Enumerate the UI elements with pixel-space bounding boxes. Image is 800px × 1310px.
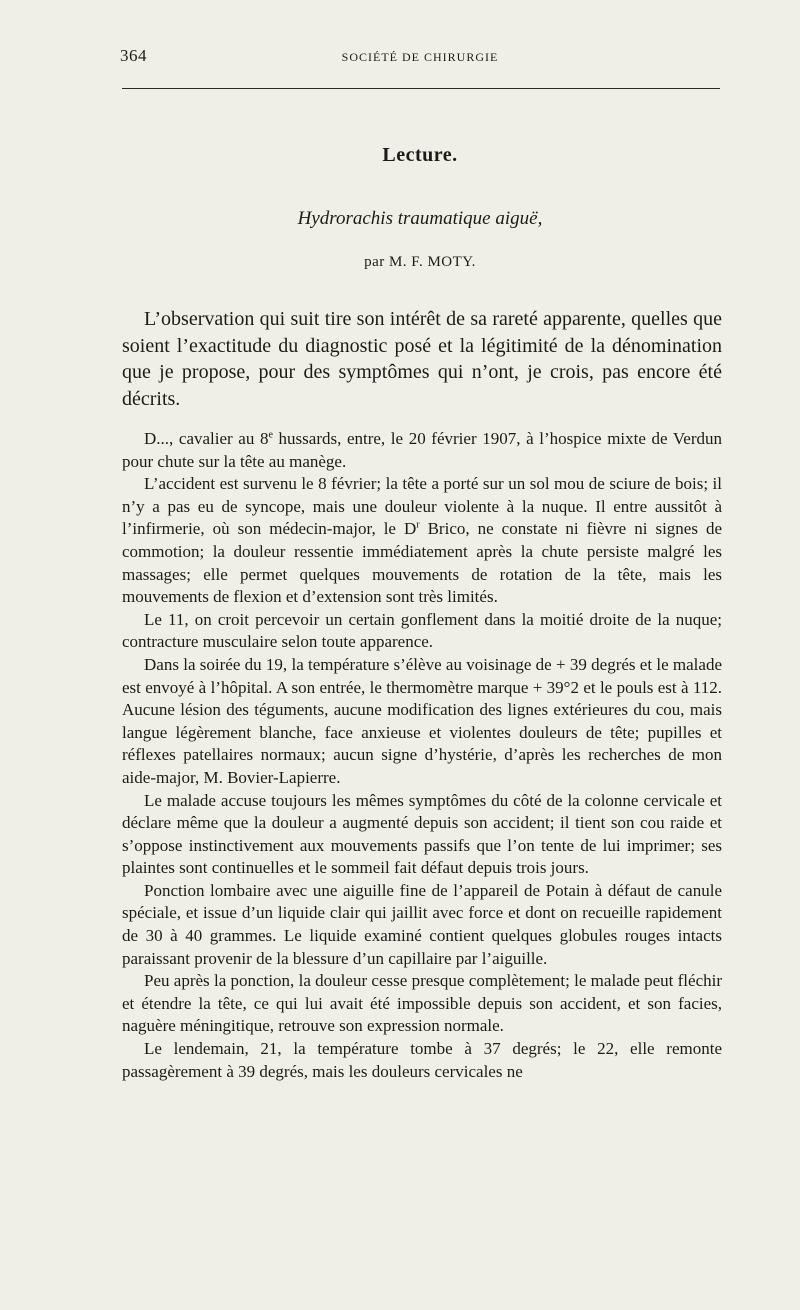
header-rule (122, 88, 720, 89)
page-header (120, 46, 720, 72)
paragraph (122, 473, 722, 609)
paragraph-text: L’accident est survenu le 8 février; la tête a porté sur un sol mou de sciure de bois; il n’y a pas eu de syncope, mais une douleur violente à la nuque. Il entre aussitôt à l’infirmerie, où son médecin-major, le D (122, 474, 722, 539)
paragraph (122, 428, 722, 473)
paragraph-text: hussards, entre, le 20 février 1907, à l’hospice mixte de Verdun pour chute sur la tête au manège. (122, 429, 722, 471)
intro-paragraph: L’observation qui suit tire son intérêt de sa rareté apparente, quelles que soient l’exactitude du diagnostic posé et la légitimité de la dénomination que je propose, pour des symptômes qui n’ont, je crois, pas encore été décrits. (122, 308, 722, 410)
intro-text (122, 306, 722, 412)
paragraph-text: D..., cavalier au 8 (144, 429, 269, 448)
article-title: Hydrorachis traumatique aiguë, (297, 208, 543, 229)
paragraph-text: Brico, ne constate ni fièvre ni signes de commotion; la douleur ressentie immédiatement après la chute persiste malgré les massages; elle permet quelques mouvements de rotation de la tête, mais les mouvements de flexion et d’extension sont très limités. (122, 519, 723, 607)
paragraph: Le malade accuse toujours les mêmes symptômes du côté de la colonne cervicale et déclare même que la douleur a augmenté depuis son accident; il tient son cou raide et s’oppose instinctivement aux mouvements passifs que l’on tente de lui imprimer; ses plaintes sont continuelles et le sommeil fait défaut depuis trois jours. (122, 790, 722, 878)
article-byline: par M. F. MOTY. (364, 254, 476, 270)
page-number: 364 (120, 46, 147, 65)
superscript: e (268, 429, 273, 441)
observation-body (122, 428, 722, 1083)
paragraph: Dans la soirée du 19, la température s’élève au voisinage de + 39 degrés et le malade est envoyé à l’hôpital. A son entrée, le thermomètre marque + 39°2 et le pouls est à 112. Aucune lésion des téguments, aucune modification des lignes extérieures du cou, mais langue légèrement blanche, face anxieuse et violentes douleurs de tête; pupilles et réflexes patellaires normaux; aucun signe d’hystérie, d’après les recherches de mon aide-major, M. Bovier-Lapierre. (122, 654, 722, 787)
paragraph: Ponction lombaire avec une aiguille fine de l’appareil de Potain à défaut de canule spéciale, et issue d’un liquide clair qui jaillit avec force et dont on recueille rapidement de 30 à 40 grammes. Le liquide examiné contient quelques globules rouges intacts paraissant provenir de la blessure d’un capillaire par l’aiguille. (122, 880, 722, 968)
section-title: Lecture. (382, 144, 458, 166)
paragraph: Le lendemain, 21, la température tombe à 37 degrés; le 22, elle remonte passagèrement à 39 degrés, mais les douleurs cervicales ne (122, 1039, 722, 1081)
paragraph: Peu après la ponction, la douleur cesse presque complètement; le malade peut fléchir et étendre la tête, ce qui lui avait été impossible depuis son accident, et son facies, naguère méningitique, retrouve son expression normale. (122, 971, 722, 1036)
superscript: r (416, 519, 420, 531)
paragraph: Le 11, on croit percevoir un certain gonflement dans la moitié droite de la nuque; contracture musculaire selon toute apparence. (122, 609, 722, 652)
running-title: SOCIÉTÉ DE CHIRURGIE (341, 50, 499, 64)
